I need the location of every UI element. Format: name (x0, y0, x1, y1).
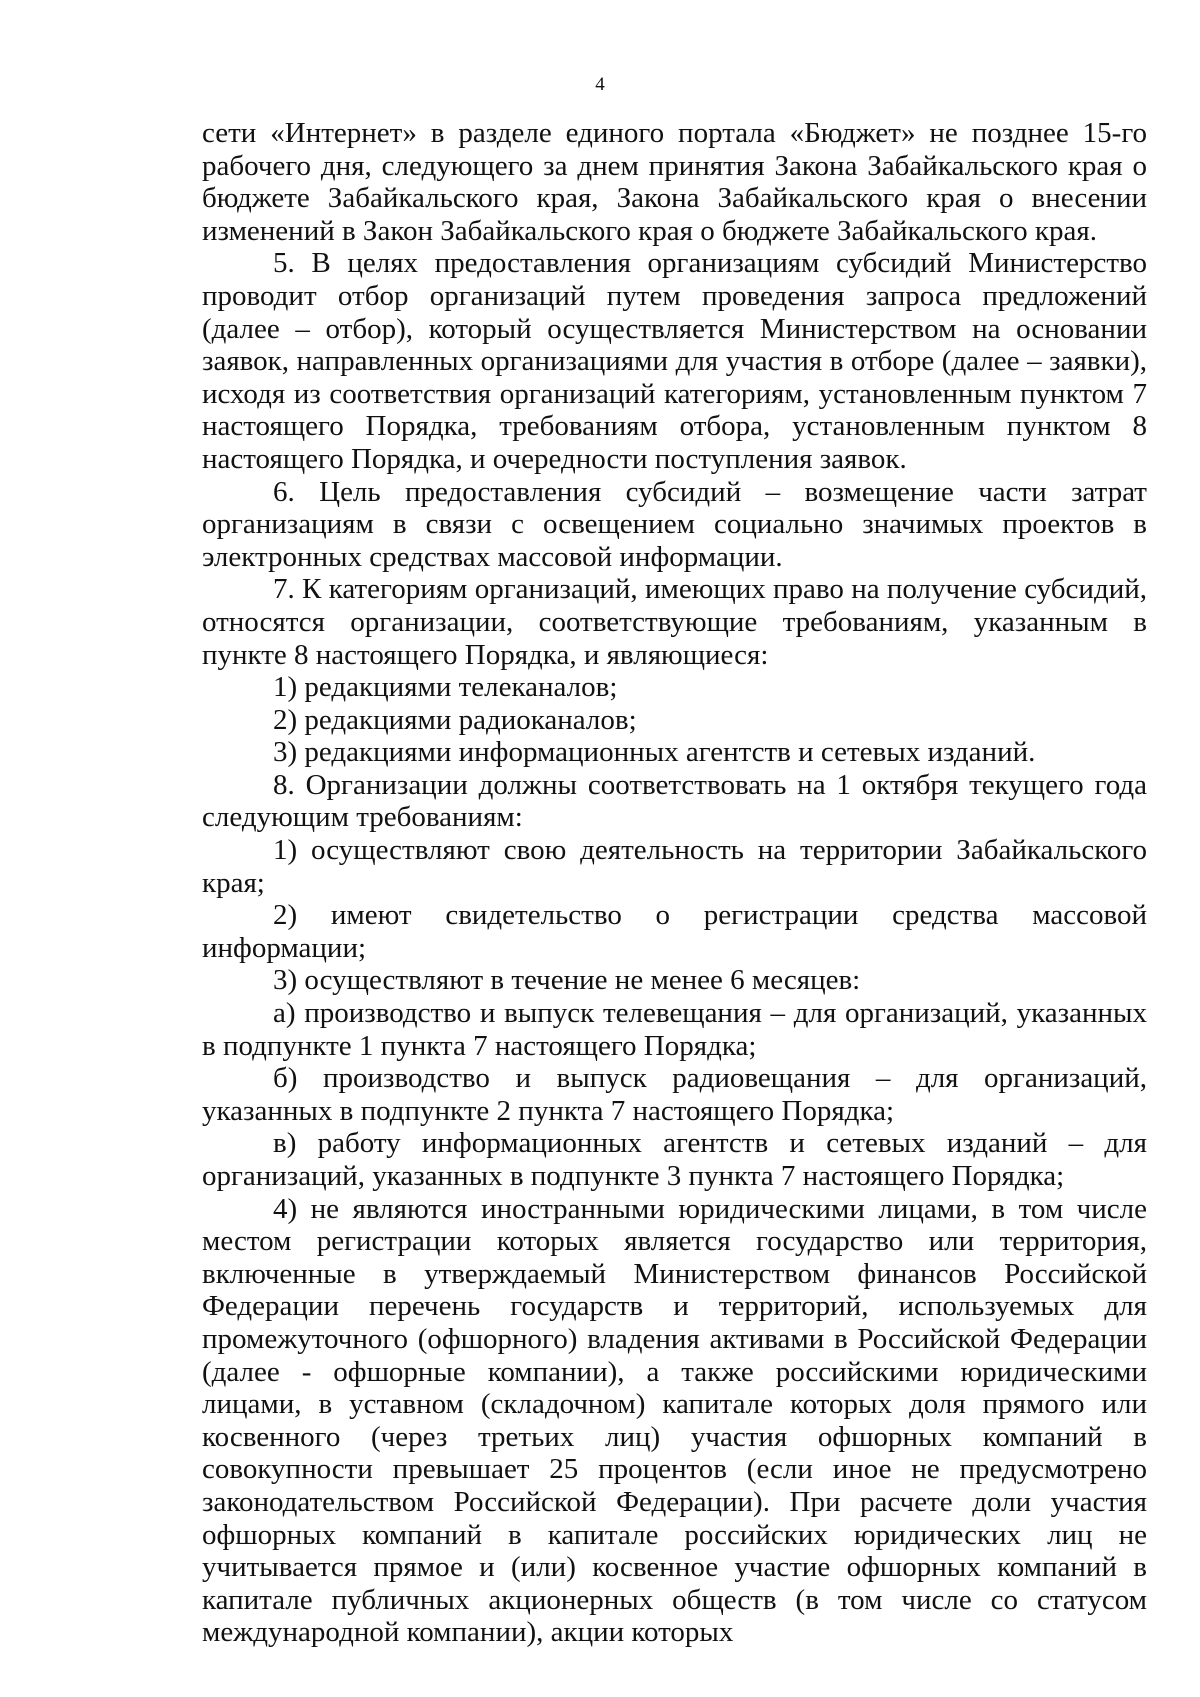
page-number: 4 (595, 74, 605, 95)
paragraph-item-8: 8. Организации должны соответствовать на 1 октября текущего года следующим требованиям: (202, 768, 1147, 834)
paragraph-item-8-4: 4) не являются иностранными юридическими лицами, в том числе местом регистрации которых является государство или территория, включенные в утверждаемый Министерством финансов Российской Федерации перечень государств и территорий, используемых для промежуточного (офшорного) владения активами в Российской Федерации (далее - офшорные компании), а также российскими юридическими лицами, в уставном (складочном) капитале которых доля прямого или косвенного (через третьих лиц) участия офшорных компаний в совокупности превышает 25 процентов (если иное не предусмотрено законодательством Российской Федерации). При расчете доли участия офшорных компаний в капитале российских юридических лиц не учитывается прямое и (или) косвенное участие офшорных компаний в капитале публичных акционерных обществ (в том числе со статусом международной компании), акции которых (202, 1192, 1147, 1649)
paragraph-item-8-3-a: а) производство и выпуск телевещания – для организаций, указанных в подпункте 1 пункта 7 настоящего Порядка; (202, 997, 1147, 1062)
document-body (202, 117, 1147, 1649)
paragraph-item-8-1: 1) осуществляют свою деятельность на территории Забайкальского края; (202, 834, 1147, 899)
paragraph-item-5: 5. В целях предоставления организациям субсидий Министерство проводит отбор организаций путем проведения запроса предложений (далее – отбор), который осуществляется Министерством на основании заявок, направленных организациями для участия в отборе (далее – заявки), исходя из соответствия организаций категориям, установленным пунктом 7 настоящего Порядка, требованиям отбора, установленным пунктом 8 настоящего Порядка, и очередности поступления заявок. (202, 247, 1147, 475)
paragraph-item-7-1: 1) редакциями телеканалов; (273, 671, 618, 704)
paragraph-item-8-3-b: б) производство и выпуск радиовещания – для организаций, указанных в подпункте 2 пункта 7 настоящего Порядка; (202, 1062, 1147, 1127)
paragraph-continuation: сети «Интернет» в разделе единого портала «Бюджет» не позднее 15-го рабочего дня, следующего за днем принятия Закона Забайкальского края о бюджете Забайкальского края, Закона Забайкальского края о внесении изменений в Закон Забайкальского края о бюджете Забайкальского края. (202, 117, 1147, 247)
paragraph-item-8-3: 3) осуществляют в течение не менее 6 месяцев: (273, 964, 861, 997)
paragraph-item-6: 6. Цель предоставления субсидий – возмещение части затрат организациям в связи с освещением социально значимых проектов в электронных средствах массовой информации. (202, 475, 1147, 573)
paragraph-item-7-3: 3) редакциями информационных агентств и сетевых изданий. (273, 736, 1036, 769)
paragraph-item-8-2: 2) имеют свидетельство о регистрации средства массовой информации; (202, 899, 1147, 964)
paragraph-item-8-3-v: в) работу информационных агентств и сетевых изданий – для организаций, указанных в подпункте 3 пункта 7 настоящего Порядка; (202, 1127, 1147, 1192)
paragraph-item-7-2: 2) редакциями радиоканалов; (273, 703, 637, 736)
paragraph-item-7: 7. К категориям организаций, имеющих право на получение субсидий, относятся организации, соответствующие требованиям, указанным в пункте 8 настоящего Порядка, и являющиеся: (202, 573, 1147, 671)
